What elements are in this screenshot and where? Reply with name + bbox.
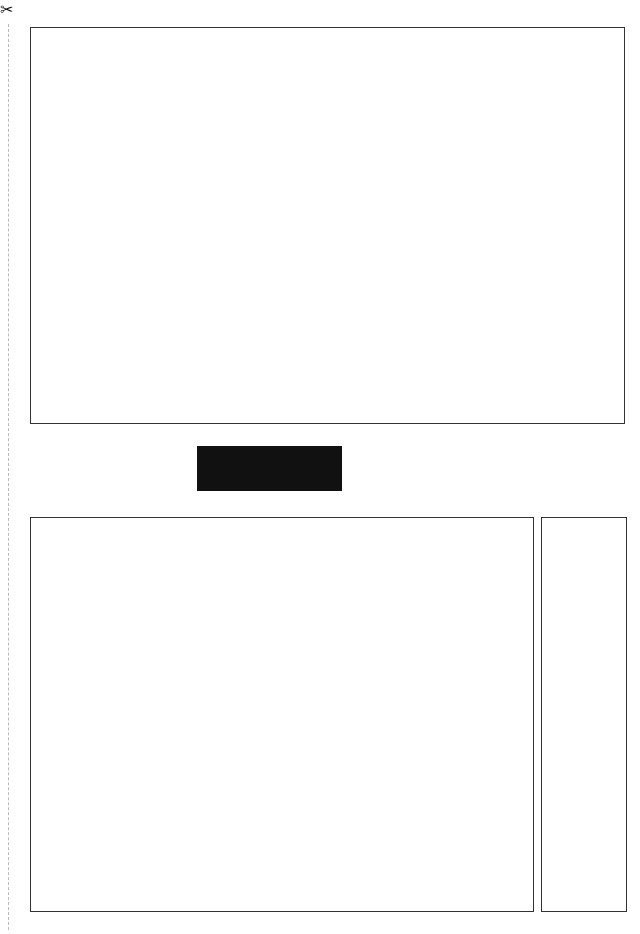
scissors-icon: ✂ xyxy=(0,2,14,19)
calendar-second-half xyxy=(30,517,534,912)
calendar-january-2020 xyxy=(541,517,627,912)
cut-line xyxy=(8,24,9,930)
calendar-first-half xyxy=(30,27,625,424)
mainschleifen-kurier-logo xyxy=(197,446,342,491)
